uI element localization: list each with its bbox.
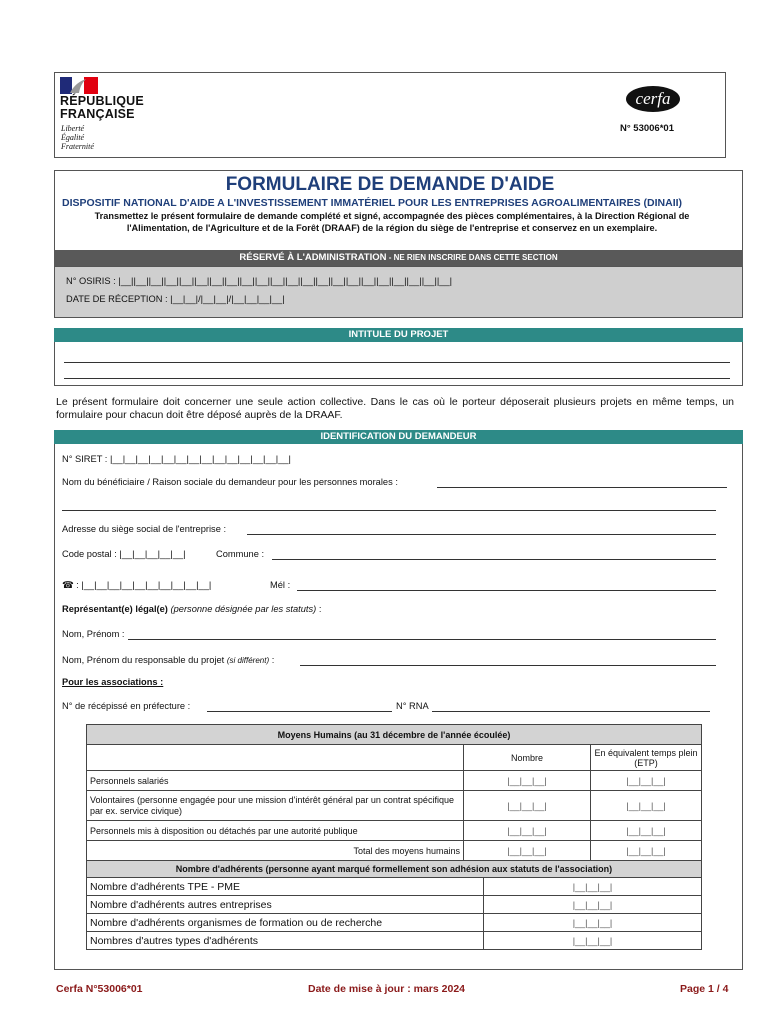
nom-prenom-input[interactable] [128,629,716,640]
header-box [54,72,726,158]
projet-line-1[interactable] [64,352,730,363]
table-row: Volontaires (personne engagée pour une mission d'intérêt général par un contrat spécifique par ex. service civique) |__|__|__| |__|__|__| [87,791,702,821]
admin-bar: RÉSERVÉ À L'ADMINISTRATION - NE RIEN INSCRIRE DANS CETTE SECTION [54,250,743,266]
identification-bar: IDENTIFICATION DU DEMANDEUR [54,430,743,444]
motto: Liberté Égalité Fraternité [61,124,94,151]
recepisse-input[interactable] [207,701,392,712]
nom-prenom-resp-input[interactable] [300,655,716,666]
form-instructions: Transmettez le présent formulaire de demande complété et signé, accompagnée des pièces complémentaires, à la Direction Régional de l'Alimentation, de l'Agriculture et de la Forêt (DRAAF) de la région du siège de l'entreprise et conservez en un exemplaire. [94,211,690,233]
rna-label: N° RNA [396,701,429,711]
form-title: FORMULAIRE DE DEMANDE D'AIDE [225,174,555,195]
adresse-input[interactable] [247,524,716,535]
adherents-table [86,860,702,950]
code-postal-field[interactable]: Code postal : |__|__|__|__|__| [62,549,186,559]
moyens-humains-table [86,724,702,861]
footer-page: Page 1 / 4 [680,983,729,995]
footer-cerfa: Cerfa N°53006*01 [56,983,143,995]
commune-input[interactable] [272,549,716,560]
table-row: Nombre d'adhérents TPE - PME |__|__|__| [87,878,702,896]
projet-bar: INTITULE DU PROJET [54,328,743,342]
republic-name: RÉPUBLIQUE FRANÇAISE [60,94,144,121]
adresse-label: Adresse du siège social de l'entreprise : [62,524,227,534]
associations-heading: Pour les associations : [62,677,164,687]
col-etp: En équivalent temps plein (ETP) [591,745,702,771]
table-row: Personnels salariés |__|__|__| |__|__|__| [87,771,702,791]
cerfa-logo: cerfa [626,86,680,112]
moyens-title: Moyens Humains (au 31 décembre de l'année écoulée) [87,725,702,745]
osiris-field[interactable]: N° OSIRIS : |__||__||__||__||__||__||__||__||__||__||__||__||__||__||__||__||__||__||__||__||__||__| [66,276,453,286]
table-row: Total des moyens humains |__|__|__| |__|__|__| [87,841,702,861]
nom-beneficiaire-input-2[interactable] [62,502,716,511]
table-row: Nombre d'adhérents autres entreprises |__|__|__| [87,896,702,914]
marianne-logo [60,77,98,94]
table-row: Nombre d'adhérents organismes de formation ou de recherche |__|__|__| [87,914,702,932]
projet-line-2[interactable] [64,368,730,379]
nom-beneficiaire-label: Nom du bénéficiaire / Raison sociale du demandeur pour les personnes morales : [62,477,398,487]
phone-field[interactable]: ☎ : |__|__|__|__|__|__|__|__|__|__| [62,580,212,590]
reception-date-field[interactable]: DATE DE RÉCEPTION : |__|__|/|__|__|/|__|__|__|__| [66,294,285,304]
siret-field[interactable]: N° SIRET : |__|__|__|__|__|__|__|__|__|__|__|__|__|__| [62,454,291,464]
notice-text: Le présent formulaire doit concerner une seule action collective. Dans le cas où le porteur déposerait plusieurs projets en même temps, un formulaire pour chacun doit être déposé auprès de la DRAAF. [56,396,734,421]
rna-input[interactable] [432,701,710,712]
col-nombre: Nombre [464,745,591,771]
representant-label: Représentant(e) légal(e) (personne désignée par les statuts) : [62,604,322,614]
mel-label: Mél : [270,580,291,590]
nom-prenom-label: Nom, Prénom : [62,629,125,639]
table-row: Nombres d'autres types d'adhérents |__|__|__| [87,932,702,950]
form-number: N° 53006*01 [620,123,674,134]
commune-label: Commune : [216,549,265,559]
adherents-title: Nombre d'adhérents (personne ayant marqué formellement son adhésion aux statuts de l'association) [87,861,702,878]
admin-box [54,266,743,318]
form-subtitle: DISPOSITIF NATIONAL D'AIDE A L'INVESTISSEMENT IMMATÉRIEL POUR LES ENTREPRISES AGROALIMENTAIRES (DINAII) [62,197,683,209]
recepisse-label: N° de récépissé en préfecture : [62,701,191,711]
footer-date: Date de mise à jour : mars 2024 [308,983,465,995]
nom-prenom-resp-label: Nom, Prénom du responsable du projet (si différent) : [62,655,275,665]
table-row: Personnels mis à disposition ou détachés par une autorité publique |__|__|__| |__|__|__| [87,821,702,841]
nom-beneficiaire-input[interactable] [437,477,727,488]
table-header-empty [87,745,464,771]
mel-input[interactable] [297,580,716,591]
